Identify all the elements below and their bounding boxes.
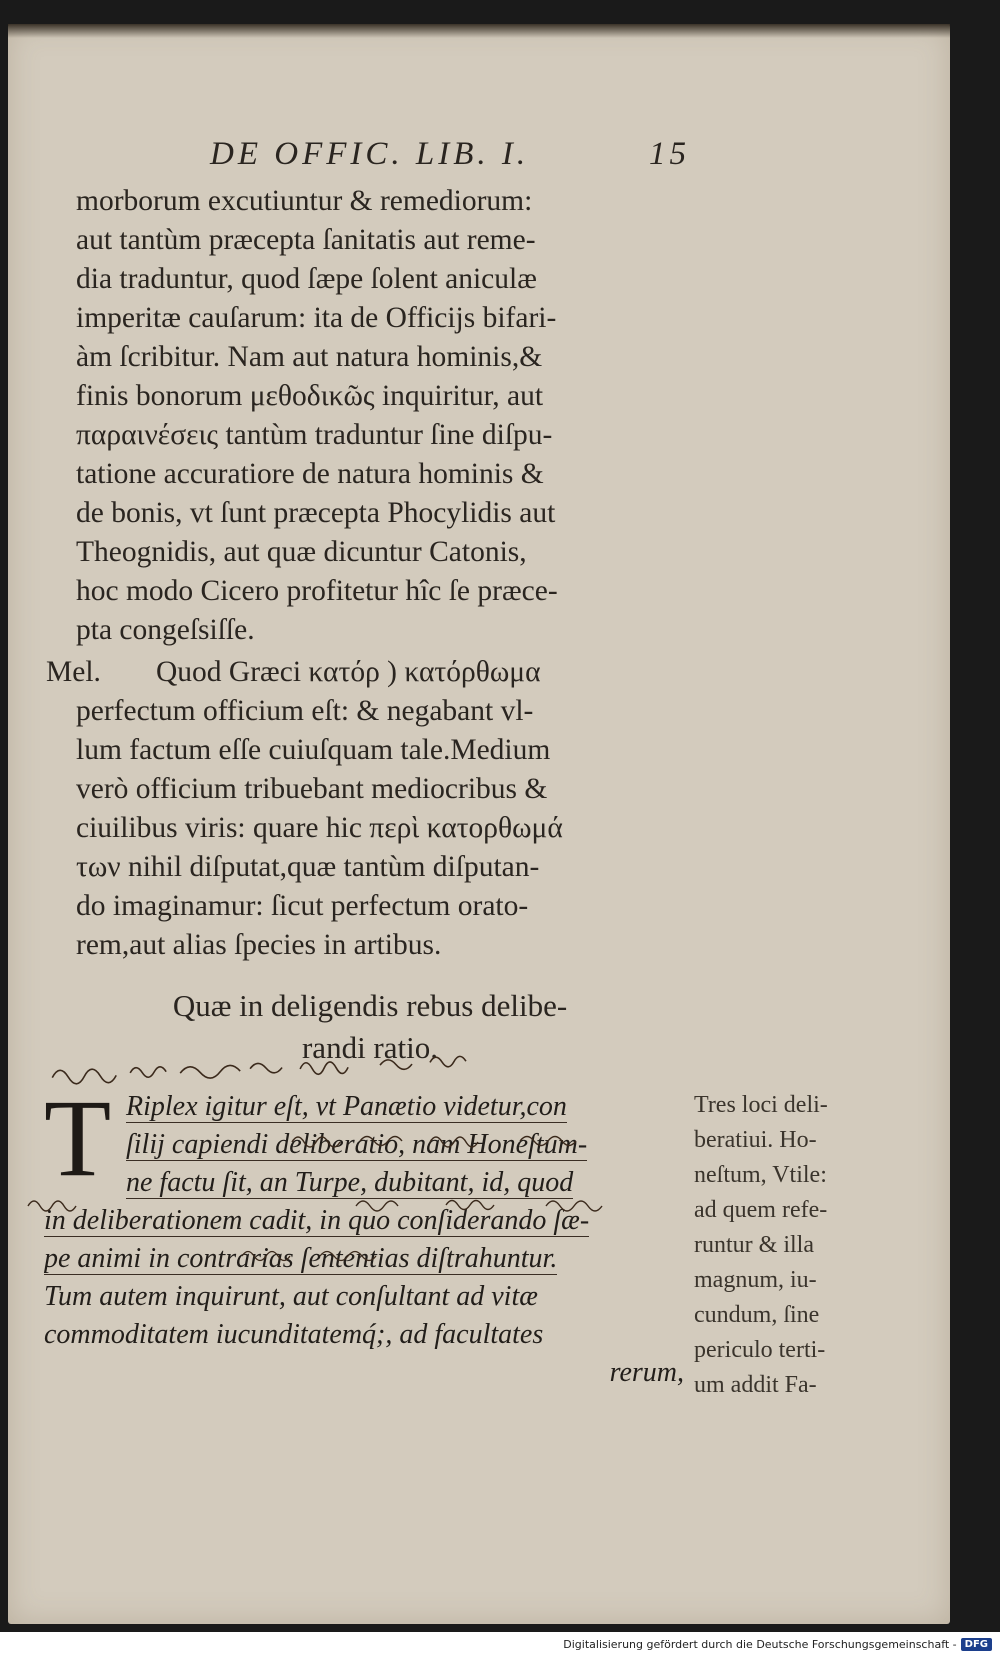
page-number: 15 [649, 136, 690, 172]
section-heading-line: randi ratio. [301, 1030, 438, 1065]
text-line: hoc modo Cicero profitetur hîc ſe præce- [76, 575, 558, 607]
text-line [44, 1088, 684, 1126]
handwritten-annotation [26, 1192, 666, 1216]
underlined-text: Riplex igitur eſt, vt Panætio videtur,con [126, 1091, 567, 1122]
text-line: do imaginamur: ſicut perfectum orato- [76, 890, 529, 922]
text-line: ciuilibus viris: quare hic περὶ κατορθωμά [76, 812, 563, 844]
text-line: de bonis, vt ſunt præcepta Phocylidis aut [76, 497, 556, 529]
running-title: DE OFFIC. LIB. I. [210, 136, 530, 172]
text-line: dia traduntur, quod ſæpe ſolent aniculæ [76, 263, 537, 295]
text-line: pta congeſsiſſe. [76, 614, 255, 646]
text-line: Tum autem inquirunt, aut conſultant ad vitæ [44, 1281, 538, 1312]
mel-first-line: Quod Græci κατόρ ) κατόρθωμα [156, 656, 541, 688]
mel-label: Mel. [46, 656, 101, 688]
margin-note-line: beratiui. Ho- [694, 1127, 817, 1153]
underlined-text: ne factu ſit, an Turpe, dubitant, id, quod [126, 1167, 574, 1198]
handwritten-annotation [240, 1244, 440, 1264]
text-line: lum factum eſſe cuiuſquam tale.Medium [76, 734, 551, 766]
footer-credit-text: Digitalisierung gefördert durch die Deutsche Forschungsgemeinschaft - [563, 1637, 957, 1651]
text-line: παραινέσεις tantùm traduntur ſine diſpu- [76, 419, 553, 451]
underlined-text: pe animi in contrarias ſententias diſtrahuntur. [44, 1243, 558, 1274]
footer-credit [0, 1632, 1000, 1656]
text-line: Theognidis, aut quæ dicuntur Catonis, [76, 536, 527, 568]
text-line: morborum excutiuntur & remediorum: [76, 185, 533, 217]
running-header [210, 136, 690, 173]
margin-note [694, 1088, 884, 1403]
underlined-text: ſilij capiendi deliberatio, nam Honeſtum- [126, 1129, 588, 1160]
margin-note-line: neſtum, Vtile: [694, 1162, 827, 1188]
text-line: perfectum officium eſt: & negabant vl- [76, 695, 534, 727]
text-line: tatione accuratiore de natura hominis & [76, 458, 544, 490]
catchword: rerum, [609, 1357, 684, 1388]
dfg-logo: DFG [961, 1638, 992, 1651]
drop-cap: T [44, 1077, 112, 1199]
text-line: imperitæ cauſarum: ita de Officijs bifari- [76, 302, 557, 334]
page-top-shadow [8, 24, 950, 38]
section-heading-line: Quæ in deligendis rebus delibe- [172, 988, 568, 1023]
text-line: aut tantùm præcepta ſanitatis aut reme- [76, 224, 536, 256]
text-line: commoditatem iucunditatemq́;, ad facultates [44, 1319, 544, 1350]
margin-note-line: cundum, ſine [694, 1302, 820, 1328]
text-line: àm ſcribitur. Nam aut natura hominis,& [76, 341, 543, 373]
margin-note-line: magnum, iu- [694, 1267, 817, 1293]
text-line: verò officium tribuebant mediocribus & [76, 773, 548, 805]
text-line: finis bonorum μεθοδικῶς inquiritur, aut [76, 380, 544, 412]
mel-commentary [76, 692, 686, 965]
mel-commentary-start [46, 653, 686, 692]
body-paragraph [76, 182, 686, 650]
margin-note-line: runtur & illa [694, 1232, 814, 1258]
margin-note-line: Tres loci deli- [694, 1092, 828, 1118]
margin-note-line: periculo terti- [694, 1337, 826, 1363]
underlined-text: in deliberationem cadit, in quo conſiderando ſæ- [44, 1205, 590, 1236]
margin-note-line: um addit Fa- [694, 1372, 817, 1398]
text-line: rem,aut alias ſpecies in artibus. [76, 929, 442, 961]
margin-note-line: ad quem refe- [694, 1197, 828, 1223]
handwritten-annotation [290, 1128, 650, 1150]
text-line: των nihil diſputat,quæ tantùm diſputan- [76, 851, 540, 883]
